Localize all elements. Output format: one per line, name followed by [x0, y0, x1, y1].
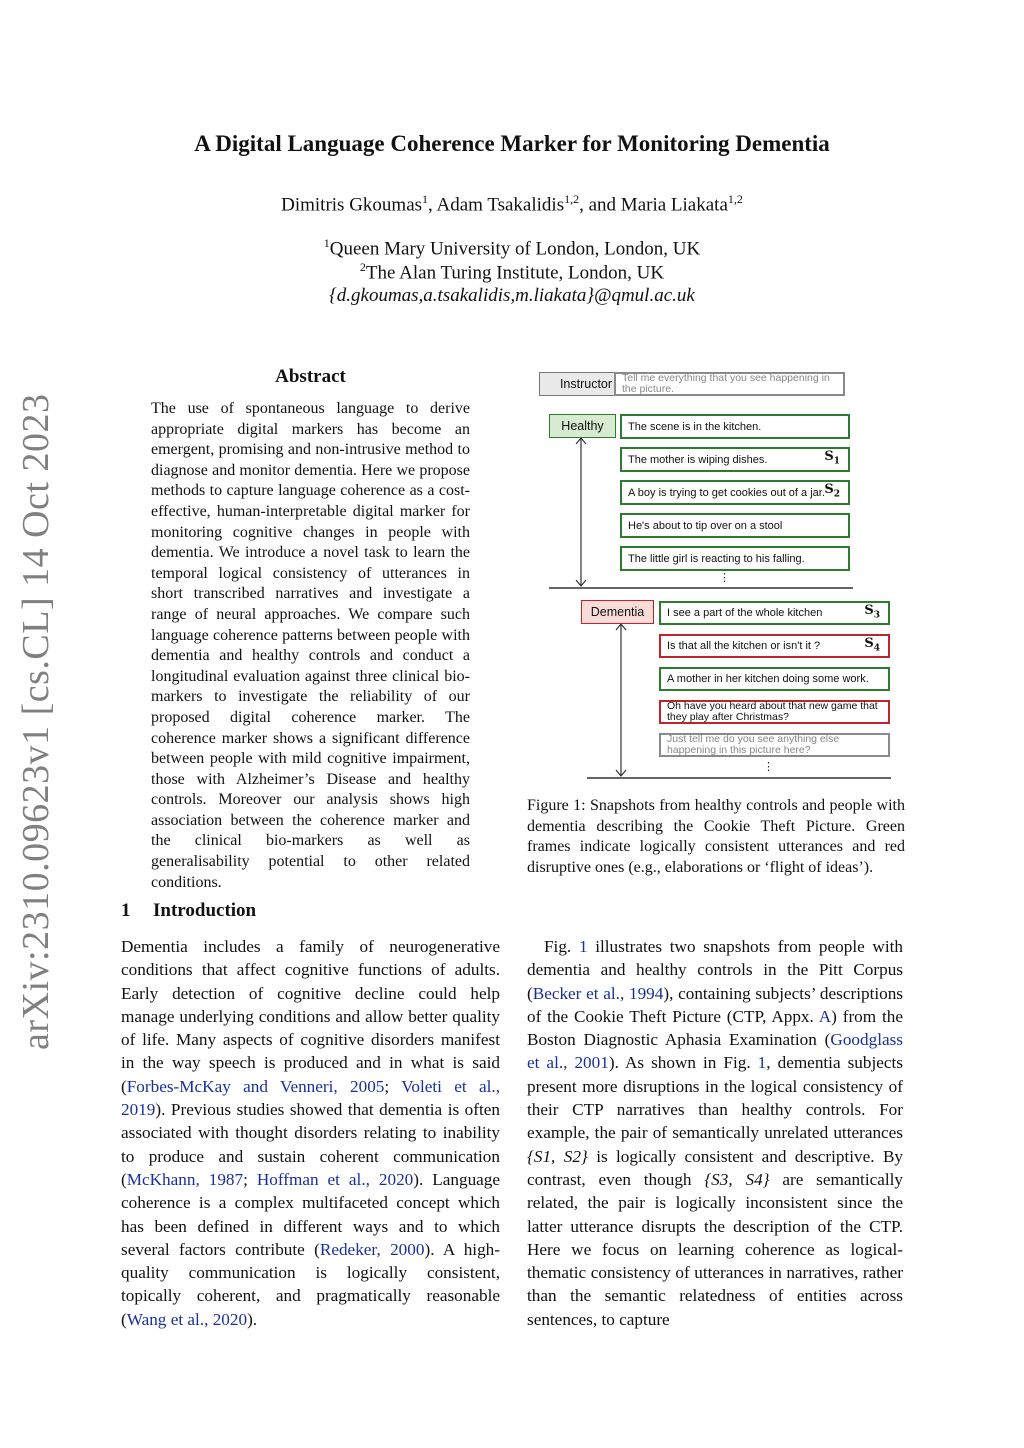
dementia-utterance-box	[659, 601, 890, 625]
body-text: , dementia subjects present more disruptions in the logical consistency of their CTP narratives than healthy controls. For example, the pair of semantically unrelated utterances	[527, 1053, 903, 1143]
s4-label	[864, 635, 880, 655]
body-text: is logically consistent and descriptive. By contrast, even though	[527, 1146, 904, 1189]
author-name: Adam Tsakalidis	[436, 194, 565, 216]
label-index: 3	[873, 610, 880, 621]
label-letter: S	[864, 602, 874, 618]
appendix-reference-link[interactable]: A	[818, 1006, 832, 1026]
body-text: ). Previous studies showed that dementia is often associated with thought disorders relating to inability to produce and sustain coherent communication (	[121, 1100, 500, 1189]
affiliation-number: 1	[323, 236, 330, 250]
body-text: ;	[384, 1076, 402, 1096]
body-text: ). As shown in Fig.	[608, 1053, 758, 1073]
author-emails: {d.gkoumas,a.tsakalidis,m.liakata}@qmul.ac.uk	[329, 285, 695, 306]
utterance-text: Just tell me do you see anything else happening in this picture here?	[667, 733, 840, 756]
affiliation-number: 2	[359, 260, 366, 274]
affiliation-1	[0, 236, 1024, 260]
citation-link[interactable]: Goodglass et al., 2001	[527, 1030, 903, 1073]
ellipsis-icon: ⋮	[763, 761, 774, 773]
dementia-utterance-box	[659, 700, 890, 724]
dementia-utterance-box	[659, 733, 890, 757]
citation-link[interactable]: Voleti et al., 2019	[121, 1076, 500, 1120]
section-heading	[121, 900, 256, 922]
citation-link[interactable]: McKhann, 1987	[126, 1169, 244, 1189]
s3-label	[864, 602, 880, 622]
author-affiliation-mark: 1,2	[564, 192, 580, 206]
affiliation-text: Queen Mary University of London, London, UK	[329, 238, 701, 260]
instructor-label: Instructor	[539, 372, 633, 396]
healthy-label: Healthy	[549, 414, 616, 438]
utterance-text: A boy is trying to get cookies out of a jar.	[628, 486, 825, 499]
utterance-text: I see a part of the whole kitchen	[667, 607, 823, 619]
author-separator: , and	[579, 194, 621, 216]
label-letter: S	[824, 449, 834, 465]
s1-label	[824, 451, 840, 468]
abstract-text: The use of spontaneous language to derive appropriate digital markers has become an emergent, promising and non-intrusive method to diagnose and monitor dementia. Here we propose methods to capture language coherence as a cost-effective, human-interpretable digital marker for monitoring cognitive changes in people with dementia. We introduce a novel task to learn the temporal logical consistency of utterances in short transcribed narratives and investigate a range of neural approaches. We compare such language coherence patterns between people with dementia and healthy controls and conduct a longitudinal evaluation against three clinical bio-markers to investigate the reliability of our proposed digital coherence marker. The coherence marker shows a significant difference between people with mild cognitive impairment, those with Alzheimer’s Disease and healthy controls. Moreover our analysis shows high association between the coherence marker and the clinical bio-markers as well as generalisability potential to other related conditions.	[151, 400, 470, 891]
ellipsis-icon: ⋮	[719, 572, 730, 584]
section-title: Introduction	[153, 900, 257, 921]
label-index: 1	[833, 456, 840, 467]
utterance-text: A mother in her kitchen doing some work.	[667, 673, 869, 685]
body-text: illustrates two snapshots from people with dementia and healthy controls in the Pitt Corpus (	[527, 937, 903, 1003]
author-name: Maria Liakata	[620, 194, 728, 216]
figure-reference-link[interactable]: 1	[757, 1053, 767, 1073]
utterance-text: The little girl is reacting to his falling.	[628, 552, 805, 565]
author-list	[0, 192, 1024, 216]
label-index: 2	[833, 489, 840, 500]
utterance-text: He's about to tip over on a stool	[628, 519, 783, 532]
utterance-text: Is that all the kitchen or isn't it ?	[667, 640, 821, 652]
healthy-utterance-box	[620, 447, 850, 472]
citation-link[interactable]: Wang et al., 2020	[126, 1309, 248, 1329]
body-text: Fig.	[544, 937, 579, 956]
body-text: ).	[247, 1309, 258, 1329]
citation-link[interactable]: Redeker, 2000	[319, 1239, 425, 1259]
utterance-text: Oh have you heard about that new game that they play after Christmas?	[667, 700, 878, 723]
dementia-label: Dementia	[581, 600, 654, 624]
author-name: Dimitris Gkoumas	[281, 194, 423, 216]
intro-paragraph-left	[121, 935, 500, 1331]
healthy-utterance-box	[620, 480, 850, 505]
citation-link[interactable]: Hoffman et al., 2020	[256, 1169, 414, 1189]
label-index: 4	[873, 643, 880, 654]
healthy-utterance-box	[620, 546, 850, 571]
figure-caption: Figure 1: Snapshots from healthy controls and people with dementia describing the Cookie Theft Picture. Green frames indicate logically consistent utterances and red disruptive ones (e.g., elaborations or ‘flight of ideas’).	[527, 797, 905, 876]
healthy-utterance-box	[620, 414, 850, 439]
math-expression: {S3, S4}	[704, 1169, 770, 1189]
author-separator: ,	[428, 194, 437, 216]
body-text: ) from the Boston Diagnostic Aphasia Examination (	[527, 1006, 903, 1050]
body-text: ;	[243, 1169, 257, 1189]
arxiv-stamp: arXiv:2310.09623v1 [cs.CL] 14 Oct 2023	[15, 393, 57, 1050]
author-affiliation-mark: 1	[422, 192, 429, 206]
intro-paragraph-right	[527, 935, 903, 1331]
affiliation-2	[0, 260, 1024, 284]
paper-title: A Digital Language Coherence Marker for Monitoring Dementia	[194, 131, 830, 156]
abstract-heading: Abstract	[275, 366, 346, 387]
math-expression: {S1, S2}	[527, 1146, 588, 1166]
section-number: 1	[121, 900, 131, 921]
body-text: Dementia includes a family of neurogenerative conditions that affect cognitive functions of adults. Early detection of cognitive decline could help manage underlying conditions and allow better quality of life. Many aspects of cognitive disorders manifest in the way speech is produced and in what is said (	[121, 937, 500, 1096]
label-letter: S	[824, 482, 834, 498]
dementia-utterance-box	[659, 667, 890, 691]
author-affiliation-mark: 1,2	[727, 192, 743, 206]
citation-link[interactable]: Forbes-McKay and Venneri, 2005	[126, 1076, 385, 1096]
label-letter: S	[864, 635, 874, 651]
utterance-text: The mother is wiping dishes.	[628, 453, 768, 466]
body-text: ). A high-quality communication is logically consistent, topically coherent, and pragmatically reasonable (	[121, 1239, 500, 1329]
dementia-utterance-box	[659, 634, 890, 658]
figure-1	[527, 360, 907, 785]
healthy-utterance-box	[620, 513, 850, 538]
figure-reference-link[interactable]: 1	[578, 937, 588, 956]
utterance-text: The scene is in the kitchen.	[628, 420, 762, 433]
body-text: are semantically related, the pair is logically inconsistent since the latter utterance disrupts the description of the CTP. Here we focus on learning coherence as logical-thematic consistency of utterances in narratives, rather than the semantic relatedness of entities across sentences, to capture	[527, 1169, 903, 1329]
citation-link[interactable]: Becker et al., 1994	[532, 983, 664, 1003]
affiliation-text: The Alan Turing Institute, London, UK	[365, 262, 665, 284]
body-text: ). Language coherence is a complex multifaceted concept which has been defined in different ways and to which several factors contribute (	[121, 1169, 501, 1259]
instructor-prompt-box: Tell me everything that you see happening in the picture.	[614, 372, 845, 396]
body-text: ), containing subjects’ descriptions of the Cookie Theft Picture (CTP, Appx.	[527, 983, 903, 1026]
s2-label	[824, 484, 840, 501]
